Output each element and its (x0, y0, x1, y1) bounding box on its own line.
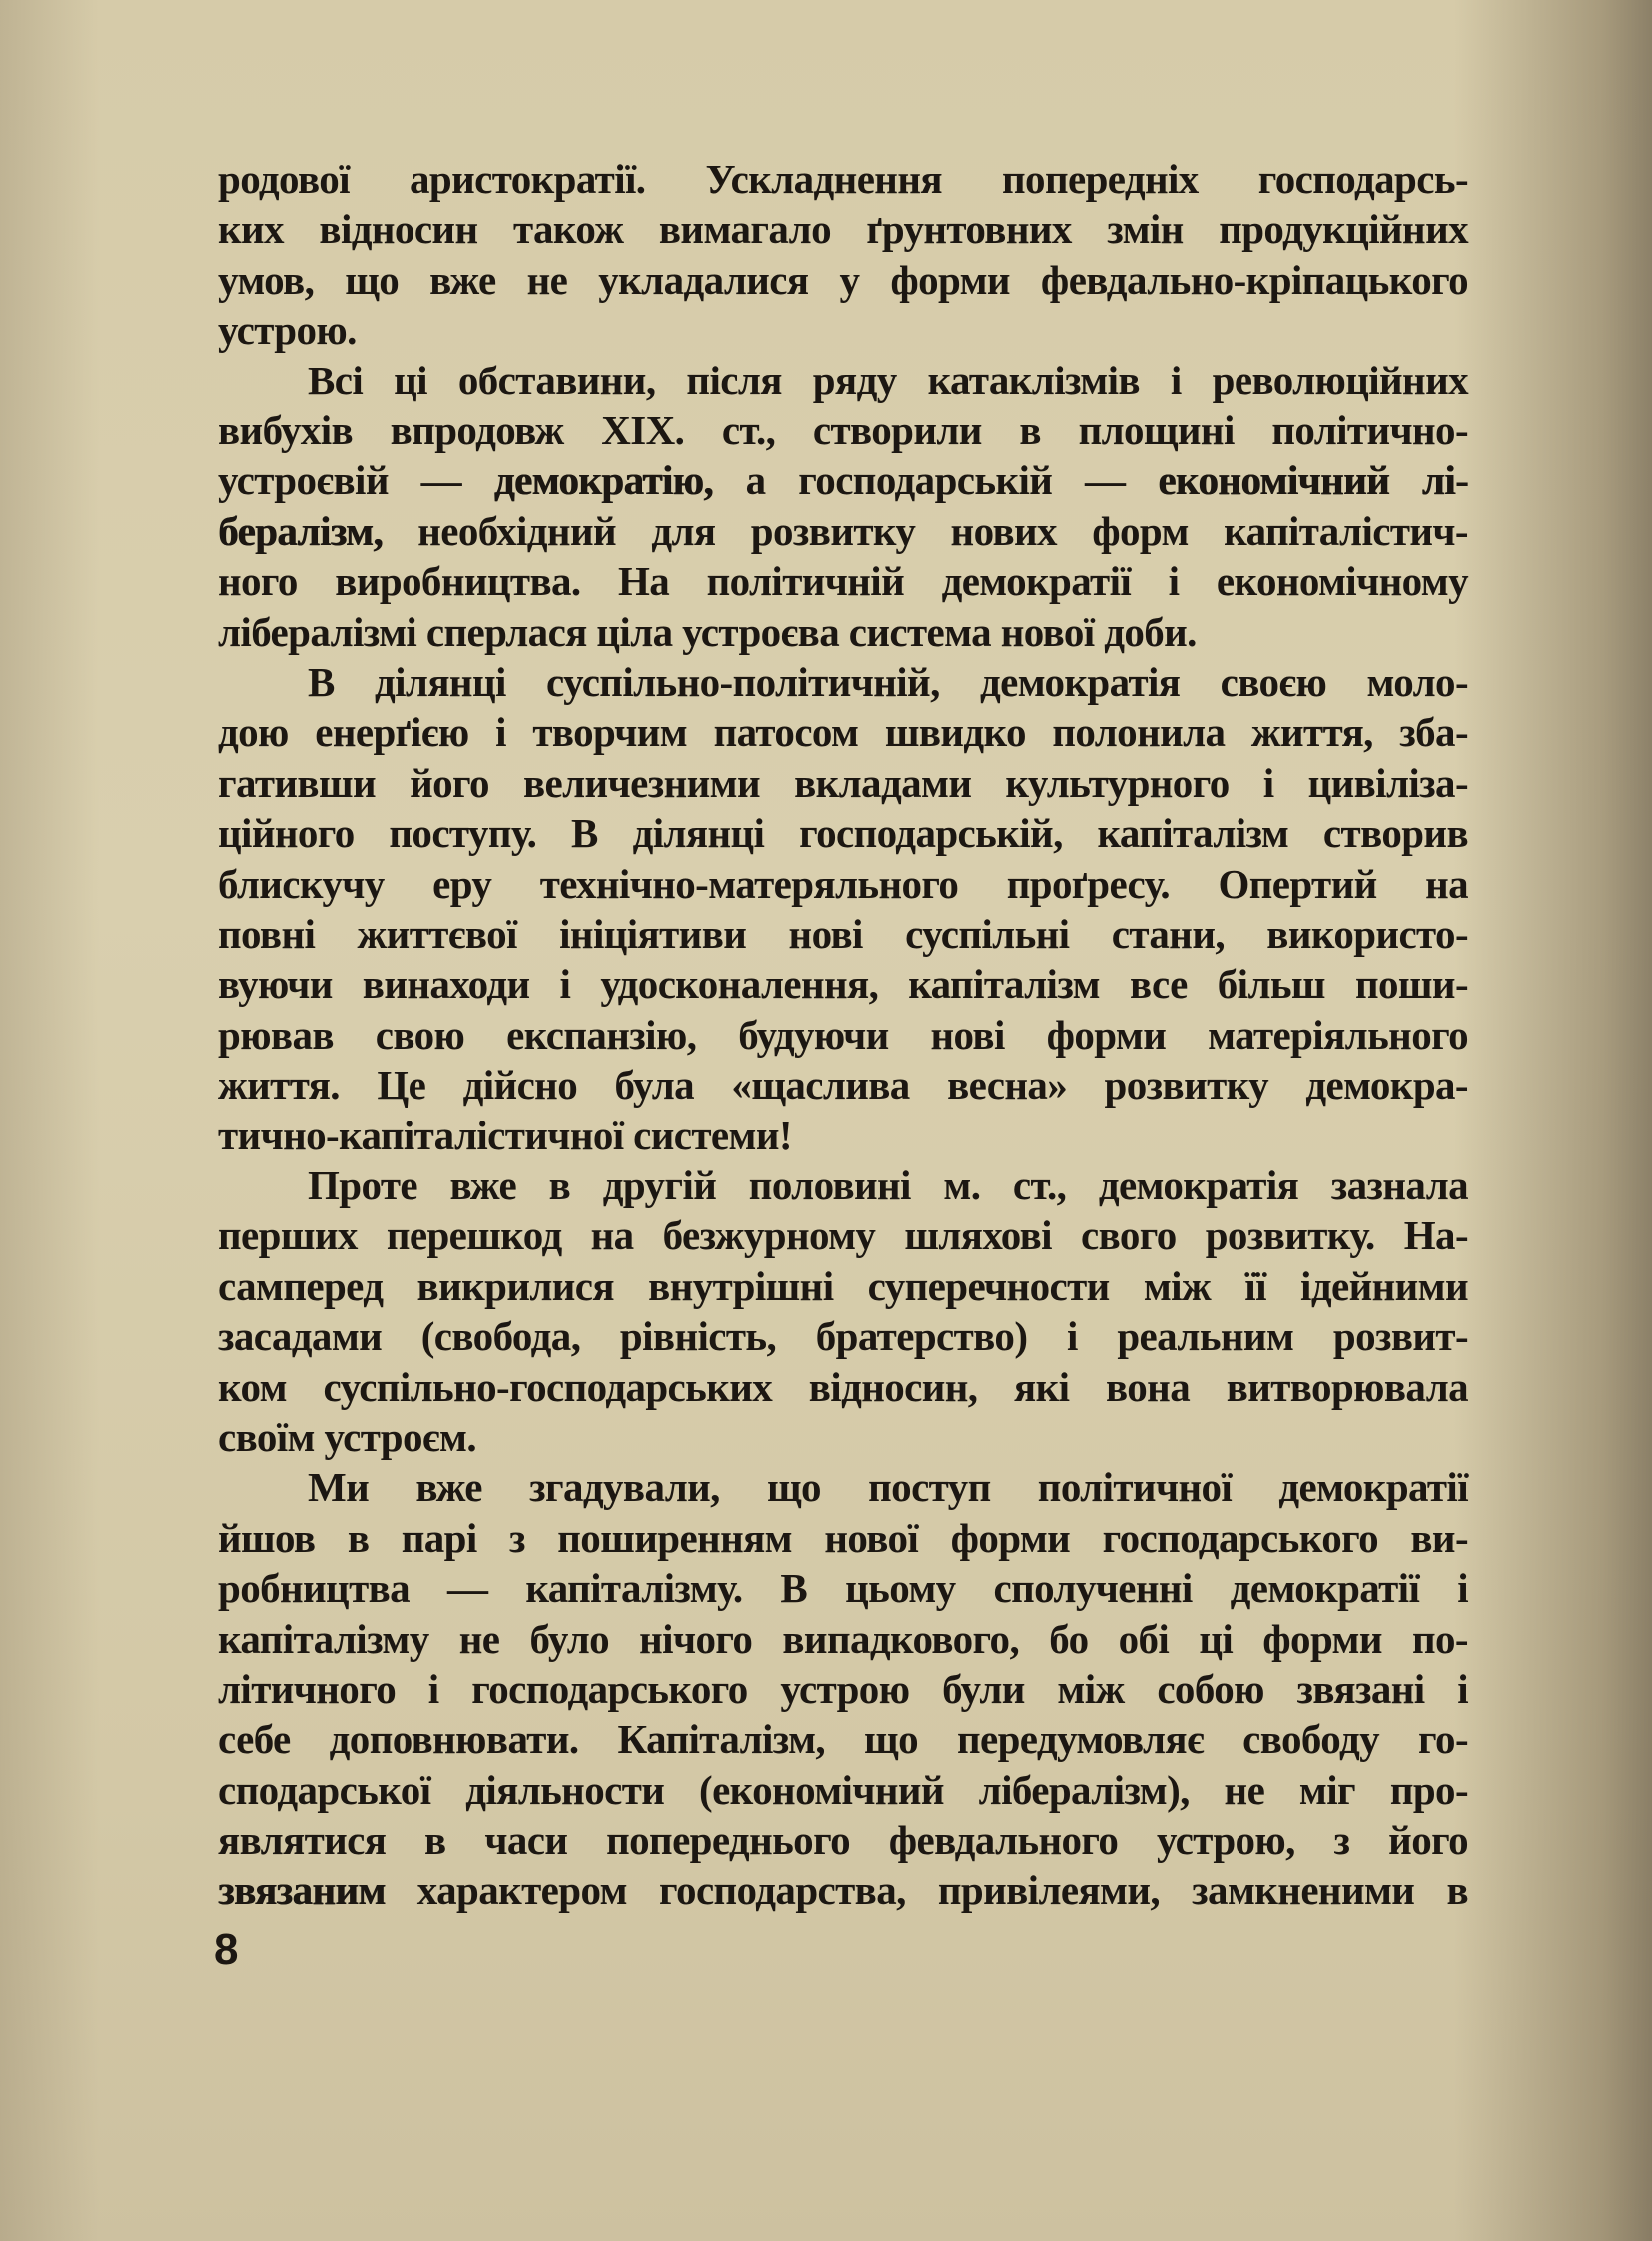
text-segment: умов, що вже не укладалися у форми февдально-кріпацького (218, 256, 1468, 303)
text-line (218, 204, 1468, 254)
text-line (218, 959, 1468, 1009)
text-line (218, 1010, 1468, 1060)
text-line (308, 356, 1468, 405)
text-segment: капіталізму не було нічого випадкового, бо обі ці форми по- (218, 1615, 1468, 1662)
text-segment: йшов в парі з поширенням нової форми господарського ви- (218, 1514, 1468, 1561)
emphasized-text: бералізм, (218, 507, 383, 554)
text-line (218, 305, 1468, 355)
text-line (308, 1160, 1468, 1210)
text-line (218, 506, 1468, 556)
text-segment: перших перешкод на безжурному шляхові свого розвитку. На- (218, 1212, 1468, 1259)
text-segment: ком суспільно-господарських відносин, які вона витворювала (218, 1363, 1468, 1410)
text-line (218, 859, 1468, 909)
text-segment: життя. Це дійсно була «щаслива весна» розвитку демокра- (218, 1062, 1468, 1109)
text-segment: себе доповнювати. Капіталізм, що передумовляє свободу го- (218, 1716, 1468, 1763)
text-segment: гативши його величезними вкладами культурного і цивіліза- (218, 759, 1468, 806)
text-segment: сподарської діяльности (економічний лібералізм), не міг про- (218, 1766, 1468, 1813)
text-line (218, 154, 1468, 204)
emphasized-text: демократію, (493, 457, 713, 504)
text-line (218, 707, 1468, 757)
text-line (218, 1362, 1468, 1412)
text-segment: Ми вже згадували, що поступ політичної демократії (308, 1464, 1468, 1511)
text-line (218, 808, 1468, 858)
text-line (218, 607, 1468, 657)
text-line (218, 1664, 1468, 1714)
text-line (308, 657, 1468, 707)
text-segment: тично-капіталістичної системи! (218, 1112, 792, 1158)
text-line (218, 1261, 1468, 1311)
text-line (218, 1311, 1468, 1361)
text-line (308, 1462, 1468, 1512)
text-line (218, 556, 1468, 606)
text-segment: блискучу еру технічно-матеряльного проґресу. Опертий на (218, 860, 1468, 907)
text-segment: характером господарства, привілеями, замкненими в (385, 1867, 1468, 1913)
text-segment: Проте вже в другій половині м. ст., демократія зазнала (308, 1162, 1468, 1208)
text-line (218, 1060, 1468, 1110)
text-line (218, 1563, 1468, 1613)
text-segment: своїм устроєм. (218, 1414, 477, 1460)
text-segment: являтися в часи попереднього февдального устрою, з його (218, 1817, 1468, 1864)
text-line (218, 1614, 1468, 1664)
text-segment: дою енерґією і творчим патосом швидко полонила життя, зба- (218, 709, 1468, 756)
text-line (218, 1210, 1468, 1260)
text-segment: вуючи винаходи і удосконалення, капіталізм все більш поши- (218, 961, 1468, 1008)
text-segment: ного виробництва. На політичній демократії і економічному (218, 558, 1468, 605)
text-line (218, 758, 1468, 808)
text-segment: літичного і господарського устрою були між собою звязані і (218, 1666, 1468, 1712)
page-number: 8 (214, 1925, 239, 1974)
text-segment: самперед викрилися внутрішні суперечности між її ідейними (218, 1262, 1468, 1309)
text-line (218, 1765, 1468, 1815)
text-segment: ційного поступу. В ділянці господарській, капіталізм створив (218, 810, 1468, 857)
text-line (218, 1815, 1468, 1865)
text-segment: рював свою експанзію, будуючи нові форми матеріяльного (218, 1011, 1468, 1058)
text-segment: а господарській — (712, 457, 1159, 504)
text-line (218, 255, 1468, 305)
text-line (218, 405, 1468, 455)
text-line (218, 1412, 1468, 1462)
emphasized-text: економічний лі- (1158, 457, 1469, 504)
emphasized-text: звязаним (218, 1867, 386, 1913)
text-segment: родової аристократії. Ускладнення попередніх господарсь- (218, 156, 1468, 202)
text-line (218, 1714, 1468, 1764)
text-line (218, 1513, 1468, 1563)
text-segment: робництва — капіталізму. В цьому сполученні демократії і (218, 1565, 1468, 1612)
text-line (218, 1866, 1468, 1915)
text-segment: повні життєвої ініціятиви нові суспільні стани, використо- (218, 911, 1468, 957)
text-line (218, 455, 1468, 505)
text-segment: В ділянці суспільно-політичній, демократія своєю моло- (308, 659, 1468, 705)
text-segment: засадами (свобода, рівність, братерство) і реальним розвит- (218, 1313, 1468, 1360)
text-segment: вибухів впродовж XIX. ст., створили в площині політично- (218, 407, 1468, 453)
text-line (218, 909, 1468, 959)
text-segment: устрою. (218, 307, 357, 354)
text-segment: ких відносин також вимагало ґрунтовних змін продукційних (218, 206, 1468, 253)
text-segment: Всі ці обставини, після ряду катаклізмів і революційних (308, 357, 1468, 403)
text-line (218, 1111, 1468, 1160)
text-segment: необхідний для розвитку нових форм капіталістич- (382, 507, 1468, 554)
text-segment: устроєвій — (218, 457, 494, 504)
text-segment: лібералізмі сперлася ціла устроєва система нової доби. (218, 608, 1197, 655)
